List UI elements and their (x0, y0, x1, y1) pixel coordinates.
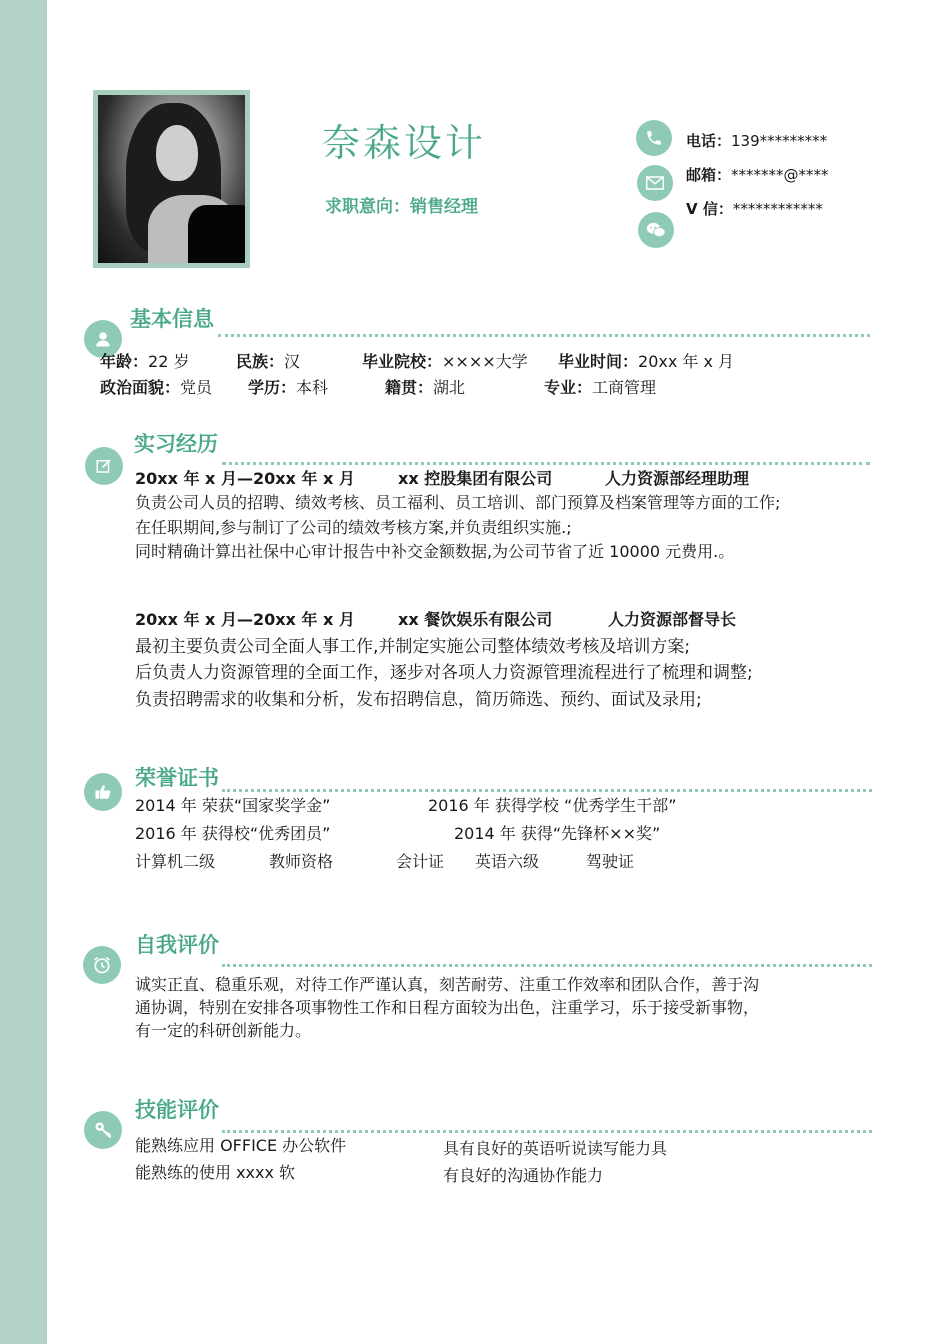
job1-role: 人力资源部经理助理 (605, 469, 750, 488)
section-title-internship: 实习经历 (134, 432, 218, 456)
job1-line: 负责公司人员的招聘、绩效考核、员工福利、员工培训、部门预算及档案管理等方面的工作; (135, 493, 781, 512)
section-title-honors: 荣誉证书 (135, 766, 219, 790)
resume-name: 奈森设计 (322, 121, 487, 165)
basic-hometown: 籍贯：湖北 (385, 378, 466, 397)
phone-label: 电话： (686, 132, 732, 150)
job2-role: 人力资源部督导长 (608, 610, 737, 629)
cert-item: 驾驶证 (586, 852, 635, 871)
job1-line: 在任职期间,参与制订了公司的绩效考核方案,并负责组织实施.; (135, 518, 572, 537)
side-bar (0, 0, 47, 1344)
job2-line: 后负责人力资源管理的全面工作，逐步对各项人力资源管理流程进行了梳理和调整; (135, 663, 753, 683)
job2-period: 20xx 年 x 月—20xx 年 x 月 (135, 610, 355, 629)
section-title-basic: 基本信息 (130, 307, 214, 331)
skill-item: 具有良好的英语听说读写能力具 (443, 1139, 668, 1158)
basic-politics: 政治面貌：党员 (100, 378, 213, 397)
phone-value: 139********* (731, 132, 828, 150)
self-eval-line: 通协调，特别在安排各项事物性工作和日程方面较为出色，注重学习，乐于接受新事物， (135, 998, 760, 1017)
skill-item: 能熟练应用 OFFICE 办公软件 (135, 1136, 347, 1155)
profile-photo (93, 90, 250, 268)
honor-item: 2014 年 获得“先锋杯××奖” (454, 824, 661, 843)
basic-age: 年龄：22 岁 (100, 352, 190, 371)
section-title-self-eval: 自我评价 (135, 933, 219, 957)
honor-item: 2014 年 荣获“国家奖学金” (135, 796, 331, 815)
cert-item: 计算机二级 (135, 852, 216, 871)
key-icon (84, 1111, 122, 1149)
contact-email (686, 164, 829, 185)
contact-wechat (686, 198, 823, 219)
wechat-label: V 信： (686, 200, 733, 218)
divider-self-eval (222, 964, 872, 967)
cert-item: 教师资格 (269, 852, 334, 871)
job2-company: xx 餐饮娱乐有限公司 (398, 610, 553, 629)
job2-line: 最初主要负责公司全面人事工作,并制定实施公司整体绩效考核及培训方案; (135, 637, 691, 657)
honor-item: 2016 年 获得学校 “优秀学生干部” (428, 796, 677, 815)
photo-image (98, 95, 245, 263)
divider-honors (222, 789, 872, 792)
thumbs-up-icon (84, 773, 122, 811)
wechat-icon (638, 212, 674, 248)
contact-phone (686, 130, 827, 151)
honor-item: 2016 年 获得校“优秀团员” (135, 824, 331, 843)
basic-degree: 学历：本科 (248, 378, 329, 397)
section-title-skills: 技能评价 (135, 1098, 219, 1122)
mail-icon (637, 165, 673, 201)
self-eval-line: 有一定的科研创新能力。 (135, 1021, 312, 1040)
cert-item: 英语六级 (475, 852, 540, 871)
edit-icon (85, 447, 123, 485)
job1-line: 同时精确计算出社保中心审计报告中补交金额数据,为公司节省了近 10000 元费用.。 (135, 542, 735, 561)
divider-internship (222, 462, 870, 465)
job2-line: 负责招聘需求的收集和分析，发布招聘信息，简历筛选、预约、面试及录用; (135, 690, 702, 710)
cert-item: 会计证 (396, 852, 445, 871)
basic-nation: 民族：汉 (236, 352, 301, 371)
skill-item: 有良好的沟通协作能力 (443, 1166, 604, 1185)
job1-period: 20xx 年 x 月—20xx 年 x 月 (135, 469, 355, 488)
job-objective: 求职意向：销售经理 (325, 197, 478, 217)
wechat-value: ************ (732, 200, 823, 218)
self-eval-line: 诚实正直、稳重乐观，对待工作严谨认真，刻苦耐劳、注重工作效率和团队合作，善于沟 (135, 975, 760, 994)
skill-item: 能熟练的使用 xxxx 软 (135, 1163, 296, 1182)
basic-major: 专业：工商管理 (544, 378, 657, 397)
email-label: 邮箱： (686, 166, 732, 184)
divider-basic (218, 334, 870, 337)
email-value: *******@**** (731, 166, 829, 184)
basic-school: 毕业院校：××××大学 (362, 352, 528, 371)
phone-icon (636, 120, 672, 156)
basic-grad-time: 毕业时间：20xx 年 x 月 (558, 352, 735, 371)
alarm-clock-icon (83, 946, 121, 984)
job1-company: xx 控股集团有限公司 (398, 469, 553, 488)
